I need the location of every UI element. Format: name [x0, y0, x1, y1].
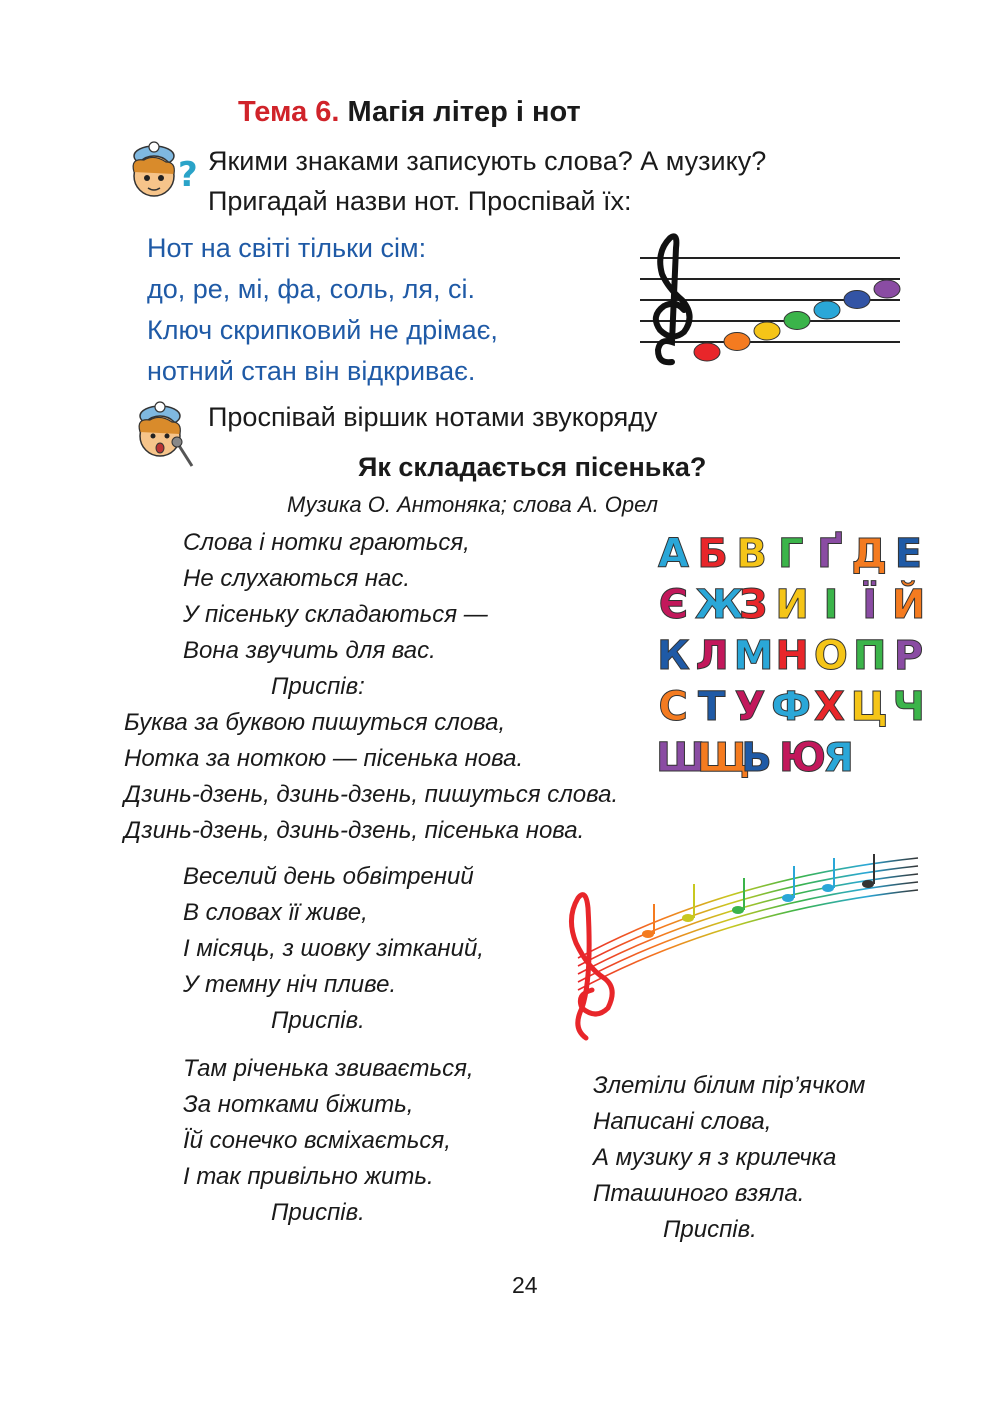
question-line-2: Пригадай назви нот. Проспівай їх:	[208, 186, 632, 216]
verse-line: Їй сонечко всміхається,	[183, 1127, 451, 1154]
verse-line: І так привільно жить.	[183, 1163, 434, 1190]
verse-2	[183, 859, 484, 1039]
notes-poem-line: нотний стан він відкриває.	[147, 356, 476, 386]
verse-3	[183, 1051, 474, 1231]
topic-title: Магія літер і нот	[347, 96, 581, 128]
singing-kid-icon	[126, 400, 206, 480]
notes-poem-line: Нот на світі тільки сім:	[147, 233, 427, 263]
alphabet-letter: Я	[823, 734, 854, 781]
alphabet-letter: А	[658, 530, 690, 577]
svg-text:?: ?	[178, 155, 198, 195]
rainbow-music-ribbon-image	[548, 848, 924, 1048]
alphabet-letter: Н	[775, 632, 809, 679]
alphabet-letter: В	[736, 530, 767, 577]
verse-line: Написані слова,	[593, 1108, 772, 1135]
alphabet-letter: Ю	[779, 734, 826, 781]
verse-line: Вона звучить для вас.	[183, 637, 436, 664]
refrain-ref: Приспів.	[663, 1216, 757, 1243]
chorus-line: Дзинь-дзень, дзинь-дзень, пісенька нова.	[124, 817, 585, 844]
verse-line: Веселий день обвітрений	[183, 863, 474, 890]
verse-line: Не слухаються нас.	[183, 565, 411, 592]
alphabet-letter: І	[823, 581, 839, 628]
music-staff-image	[632, 230, 902, 375]
alphabet-letter: Т	[697, 683, 726, 730]
verse-line: В словах її живе,	[183, 899, 368, 926]
verse-1	[183, 525, 488, 705]
song-title: Як складається пісенька?	[358, 452, 707, 482]
chorus-label: Приспів:	[271, 673, 365, 700]
alphabet-letter: П	[852, 632, 887, 679]
alphabet-letter: З	[739, 581, 768, 628]
topic-header	[238, 96, 581, 129]
notes-poem-line: до, ре, мі, фа, соль, ля, сі.	[147, 274, 476, 304]
alphabet-row	[656, 732, 926, 783]
thinking-kid-icon	[124, 138, 204, 218]
alphabet-letter: Ф	[771, 683, 811, 730]
alphabet-letter: Ж	[694, 581, 744, 628]
notes-poem-line: Ключ скрипковий не дрімає,	[147, 315, 498, 345]
verse-4	[593, 1068, 865, 1248]
verse-line: А музику я з крилечка	[593, 1144, 837, 1171]
alphabet-letter: У	[734, 683, 766, 730]
alphabet-letter: Ш	[656, 734, 706, 781]
alphabet-letter: Г	[777, 530, 804, 577]
note-dot	[754, 322, 780, 340]
alphabet-letter: С	[658, 683, 688, 730]
alphabet-letter: Ц	[850, 683, 888, 730]
note-dot	[844, 291, 870, 309]
alphabet-row	[656, 528, 926, 579]
verse-line: За нотками біжить,	[183, 1091, 414, 1118]
alphabet-row	[656, 579, 926, 630]
verse-line: Злетіли білим пір’ячком	[593, 1072, 866, 1099]
treble-clef-icon	[571, 895, 612, 1038]
alphabet-letter: Е	[894, 530, 923, 577]
verse-line: У пісеньку складаються —	[183, 601, 488, 628]
refrain-ref: Приспів.	[271, 1007, 365, 1034]
alphabet-letter: Ь	[741, 734, 772, 781]
task-sing-instruction: Проспівай віршик нотами звукоряду	[208, 402, 658, 432]
chorus	[124, 705, 618, 849]
chorus-line: Буква за буквою пишуться слова,	[124, 709, 506, 736]
alphabet-letter: И	[775, 581, 809, 628]
ribbon-lines	[578, 858, 918, 990]
alphabet-letter: Д	[851, 530, 887, 577]
alphabet-letter: К	[657, 632, 690, 679]
alphabet-letters-image	[656, 528, 926, 783]
chorus-line: Нотка за ноткою — пісенька нова.	[124, 745, 524, 772]
alphabet-letter: Р	[893, 632, 924, 679]
topic-label: Тема 6.	[238, 96, 340, 128]
alphabet-letter: О	[813, 632, 848, 679]
note-dot	[784, 312, 810, 330]
alphabet-letter: Щ	[697, 734, 751, 781]
verse-line: У темну ніч пливе.	[183, 971, 397, 998]
alphabet-letter: М	[733, 632, 774, 679]
alphabet-letter: Й	[891, 581, 926, 628]
verse-line: Пташиного взяла.	[593, 1180, 805, 1207]
alphabet-letter: Є	[658, 581, 689, 628]
alphabet-letter: Ч	[892, 683, 925, 730]
verse-line: Слова і нотки граються,	[183, 529, 470, 556]
song-authors: Музика О. Антоняка; слова А. Орел	[287, 492, 659, 517]
alphabet-letter: Ґ	[817, 530, 843, 577]
alphabet-letter: Х	[814, 683, 845, 730]
refrain-ref: Приспів.	[271, 1199, 365, 1226]
alphabet-letter: Б	[697, 530, 728, 577]
verse-line: І місяць, з шовку зітканий,	[183, 935, 484, 962]
alphabet-row	[656, 681, 926, 732]
note-dot	[874, 280, 900, 298]
alphabet-letter: Л	[695, 632, 729, 679]
alphabet-row	[656, 630, 926, 681]
page-number: 24	[512, 1272, 538, 1298]
note-dot	[724, 333, 750, 351]
alphabet-letter: Ї	[862, 581, 878, 628]
question-line-1: Якими знаками записують слова? А музику?	[208, 146, 767, 176]
notes-poem	[147, 228, 498, 392]
verse-line: Там річенька звивається,	[183, 1055, 474, 1082]
note-dot	[694, 343, 720, 361]
note-dot	[814, 301, 840, 319]
chorus-line: Дзинь-дзень, дзинь-дзень, пишуться слова.	[124, 781, 619, 808]
